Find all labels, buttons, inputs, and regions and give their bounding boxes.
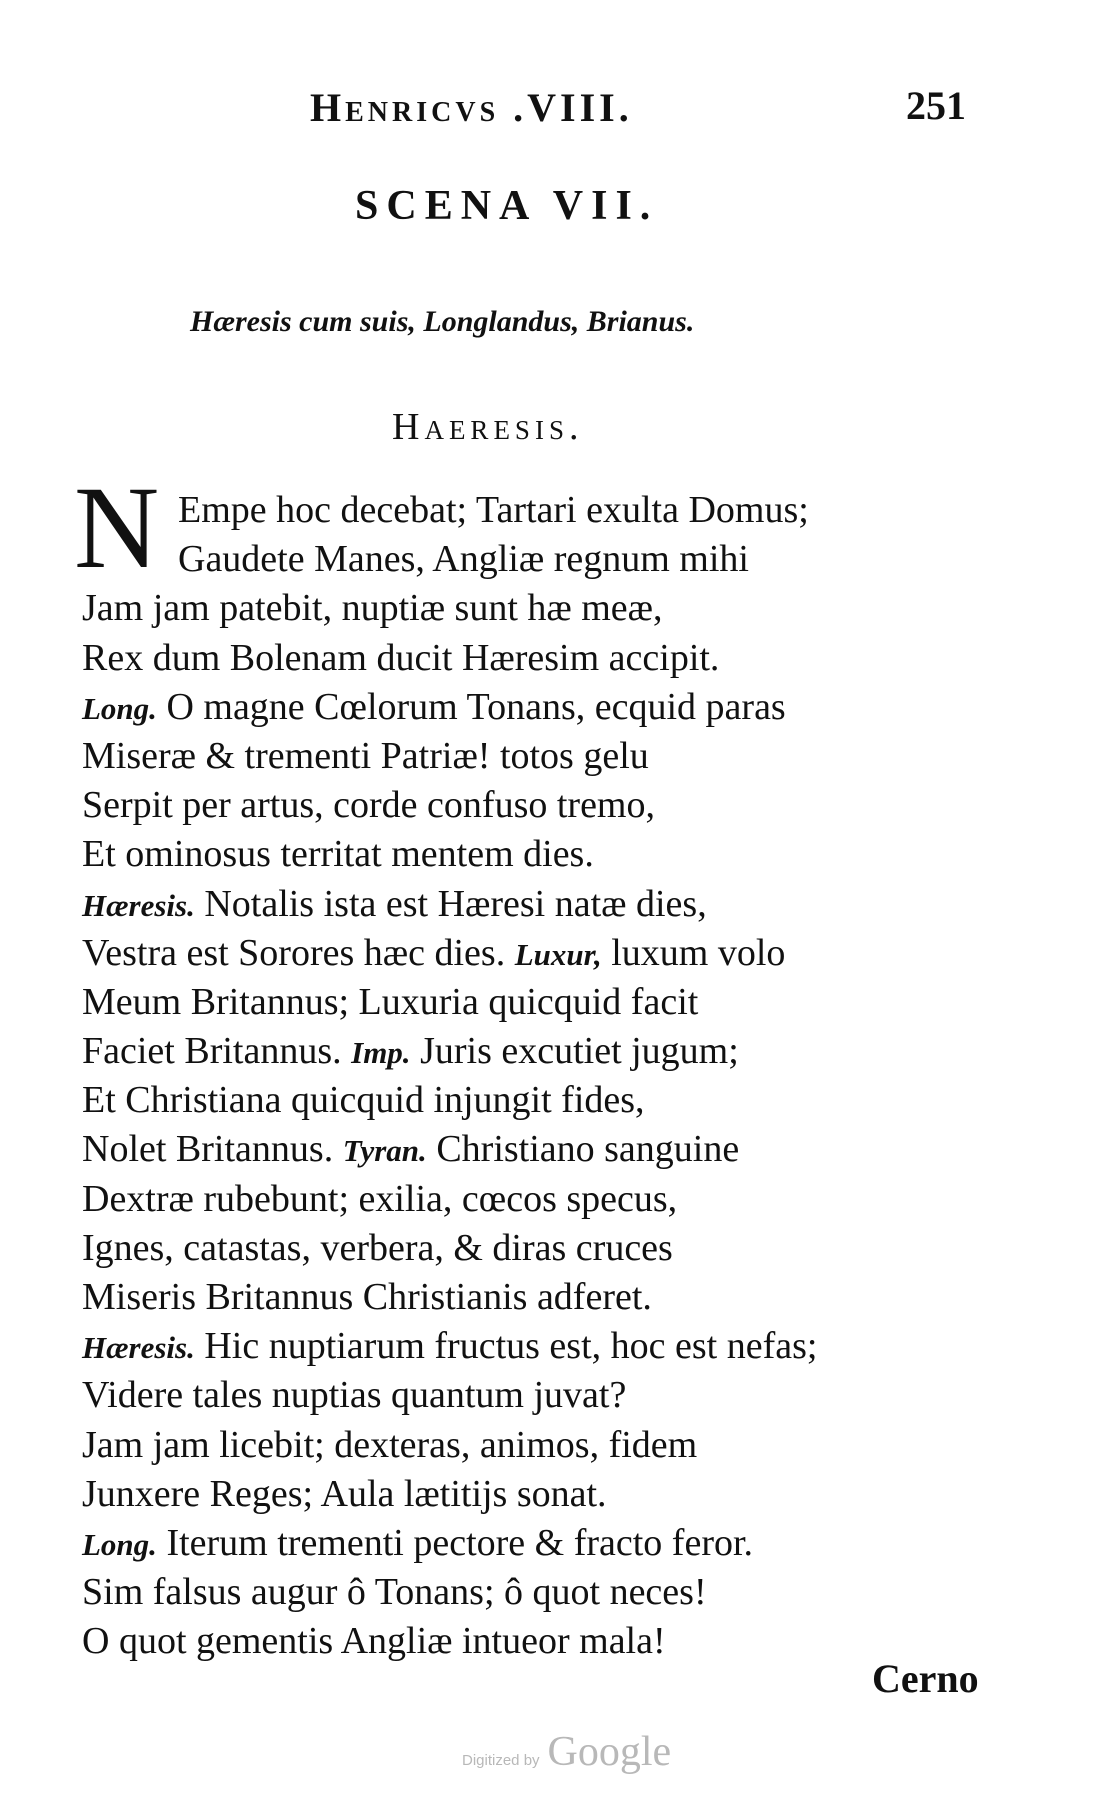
watermark-prefix: Digitized by	[462, 1752, 540, 1769]
verse-text-segment: Junxere Reges; Aula lætitijs sonat.	[82, 1472, 607, 1515]
verse-text	[82, 486, 982, 1667]
verse-text-segment: Videre tales nuptias quantum juvat?	[82, 1374, 627, 1417]
inline-speaker-label: Tyran.	[342, 1133, 427, 1169]
verse-text-segment: O magne Cœlorum Tonans, ecquid paras	[166, 685, 786, 728]
verse-text-segment: O quot gementis Angliæ intueor mala!	[82, 1620, 666, 1663]
verse-line	[82, 1273, 982, 1322]
verse-line	[82, 1470, 982, 1519]
verse-text-segment: Miseræ & trementi Patriæ! totos gelu	[82, 734, 649, 777]
verse-text-segment: Et ominosus territat mentem dies.	[82, 833, 594, 876]
verse-text-segment: Vestra est Sorores hæc dies.	[82, 931, 506, 974]
verse-text-segment: luxum volo	[611, 931, 786, 974]
verse-text-segment: Iterum trementi pectore & fracto feror.	[166, 1521, 754, 1564]
verse-text-segment: Empe hoc decebat; Tartari exulta Domus;	[178, 489, 809, 531]
drop-cap: N	[74, 462, 160, 593]
inline-speaker-label: Imp.	[351, 1035, 411, 1071]
verse-text-segment: Ignes, catastas, verbera, & diras cruces	[82, 1226, 673, 1269]
verse-text-segment: Dextræ rubebunt; exilia, cœcos specus,	[82, 1177, 678, 1220]
verse-line	[82, 584, 982, 633]
verse-line	[82, 1617, 982, 1666]
verse-text-segment: Meum Britannus; Luxuria quicquid facit	[82, 980, 699, 1023]
digitized-watermark	[462, 1728, 722, 1776]
speaker-label: Hæresis.	[82, 887, 195, 923]
watermark-brand: Google	[547, 1729, 672, 1775]
verse-line	[82, 880, 982, 929]
verse-line	[82, 1519, 982, 1568]
verse-text-segment: Jam jam licebit; dexteras, animos, fidem	[82, 1423, 698, 1466]
verse-line	[82, 830, 982, 879]
inline-speaker-label: Luxur,	[514, 936, 602, 972]
running-head: Henricvs .VIII.	[310, 85, 633, 130]
verse-text-segment: Jam jam patebit, nuptiæ sunt hæ meæ,	[82, 587, 663, 630]
verse-line	[82, 1175, 982, 1224]
verse-text-segment: Nolet Britannus.	[82, 1128, 334, 1171]
verse-text-segment: Miseris Britannus Christianis adferet.	[82, 1276, 652, 1318]
verse-line	[82, 781, 982, 830]
speaker-label: Long.	[82, 690, 157, 726]
verse-text-segment: Serpit per artus, corde confuso tremo,	[82, 784, 655, 827]
cast-line: Hæresis cum suis, Longlandus, Brianus.	[190, 305, 695, 338]
verse-text-segment: Christiano sanguine	[436, 1128, 740, 1171]
verse-text-segment: Gaudete Manes, Angliæ regnum mihi	[178, 538, 749, 581]
verse-text-segment: Hic nuptiarum fructus est, hoc est nefas;	[204, 1325, 818, 1368]
scene-title: SCENA VII.	[355, 183, 659, 229]
verse-text-segment: Sim falsus augur ô Tonans; ô quot neces!	[82, 1571, 707, 1614]
verse-line	[82, 929, 982, 978]
verse-text-segment: Et Christiana quicquid injungit fides,	[82, 1079, 645, 1122]
catchword: Cerno	[872, 1656, 979, 1701]
verse-line	[82, 535, 982, 584]
verse-line	[82, 1027, 982, 1076]
verse-line	[82, 683, 982, 732]
verse-line	[82, 1076, 982, 1125]
verse-text-segment: Juris excutiet jugum;	[420, 1030, 739, 1073]
verse-line	[82, 1568, 982, 1617]
verse-line	[82, 1371, 982, 1420]
speaker-label: Hæresis.	[82, 1330, 195, 1366]
verse-line	[82, 978, 982, 1027]
verse-line	[82, 1322, 982, 1371]
verse-text-segment: Notalis ista est Hæresi natæ dies,	[204, 882, 707, 925]
verse-line	[82, 1224, 982, 1273]
speaker-label: Long.	[82, 1526, 157, 1562]
verse-line	[82, 1125, 982, 1174]
verse-line	[82, 1421, 982, 1470]
verse-line	[82, 634, 982, 683]
verse-text-segment: Faciet Britannus.	[82, 1030, 342, 1073]
speaker-heading: Haeresis.	[392, 406, 584, 448]
page-number: 251	[906, 83, 966, 128]
verse-line	[82, 732, 982, 781]
verse-line	[82, 486, 982, 535]
verse-text-segment: Rex dum Bolenam ducit Hæresim accipit.	[82, 636, 720, 679]
